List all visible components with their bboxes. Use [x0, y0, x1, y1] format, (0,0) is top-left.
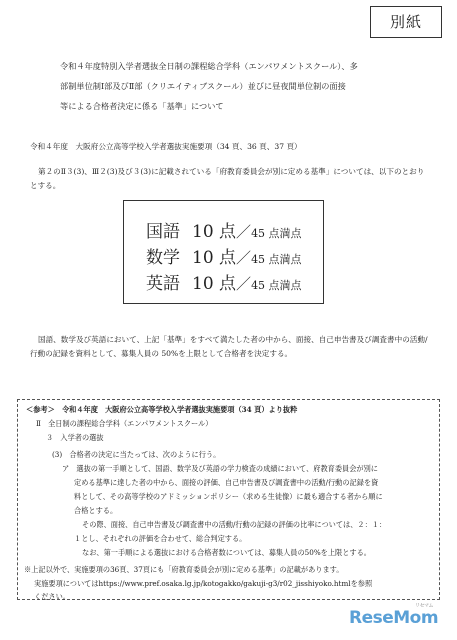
full-marks: 45 点満点	[251, 253, 302, 266]
full-marks: 45 点満点	[251, 227, 302, 240]
subject-label: 数学	[146, 248, 180, 268]
required-points: 10 点	[192, 248, 237, 268]
note-line: ※上記以外で、実施要項の36頁、37頁にも「府教育委員会が別に定める基準」の記載があります。	[24, 565, 344, 574]
logo-text: ReseMom	[349, 608, 439, 628]
required-points: 10 点	[192, 222, 237, 242]
excerpt-line: なお、第一手順による選抜における合格者数については、募集人員の50%を上限とする。	[82, 548, 371, 557]
reference-heading: ＜参考＞ 令和４年度 大阪府公立高等学校入学者選抜実施要項（34 頁）より抜粋	[26, 405, 298, 414]
slash: ／	[236, 275, 252, 293]
excerpt-line: (3) 合格者の決定に当たっては、次のように行う。	[52, 450, 221, 459]
resemom-logo	[349, 603, 439, 628]
title-line: 令和４年度特別入学者選抜全日制の課程総合学科（エンパワメントスクール）、多	[60, 61, 358, 71]
required-points: 10 点	[192, 274, 237, 294]
excerpt-line: ア 選抜の第一手順として、国語、数学及び英語の学力検査の成績において、府教育委員会が別に	[62, 464, 378, 473]
criteria-box	[123, 200, 324, 304]
excerpt-line: 定める基準に達した者の中から、面接の評価、自己申告書及び調査書中の活動/行動の記録を資	[74, 478, 379, 487]
decision-paragraph: 国語、数学及び英語において、上記「基準」をすべて満たした者の中から、面接、自己申告書及び調査書中の活動/行動の記録を資料として、募集人員の 50%を上限として合格者を決定する。	[30, 335, 428, 358]
intro-paragraph: 第２のⅡ３(3)、Ⅲ２(3)及び３(3)に記載されている「府教育委員会が別に定める基準」については、以下のとおりとする。	[30, 167, 425, 190]
reference-line: 令和４年度 大阪府公立高等学校入学者選抜実施要項（34 頁、36 頁、37 頁）	[30, 142, 302, 151]
excerpt-line: 料として、その高等学校のアドミッションポリシー（求める生徒像）に最も適合する者から順に	[74, 492, 383, 501]
excerpt-line: 合格とする。	[74, 506, 118, 515]
attachment-badge: 別紙	[370, 6, 442, 38]
note-line: ください。	[34, 592, 70, 601]
subject-label: 国語	[146, 222, 180, 242]
logo-subtext: リセマム	[415, 603, 433, 609]
title-line: 等による合格者決定に係る「基準」について	[60, 101, 224, 111]
reference-excerpt-box	[17, 399, 440, 600]
excerpt-line: Ⅱ 全日制の課程総合学科（エンパワメントスクール）	[36, 419, 213, 428]
slash: ／	[236, 249, 252, 267]
document-title	[60, 56, 410, 116]
full-marks: 45 点満点	[251, 279, 302, 292]
excerpt-line: その際、面接、自己申告書及び調査書中の活動/行動の記録の評価の比率については、２：１：	[82, 520, 387, 529]
subject-label: 英語	[146, 274, 180, 294]
criteria-row	[146, 217, 302, 242]
excerpt-line: ３ 入学者の選抜	[46, 433, 104, 442]
slash: ／	[236, 223, 252, 241]
criteria-row	[146, 269, 302, 294]
title-line: 部制単位制Ⅰ部及びⅡ部（クリエイティブスクール）並びに昼夜間単位制の面接	[60, 81, 346, 91]
criteria-row	[146, 243, 302, 268]
note-url-line: 実施要項についてはhttps://www.pref.osaka.lg.jp/kotogakko/gakuji-g3/r02_jisshiyoko.htmlを参照	[34, 579, 373, 588]
excerpt-line: １とし、それぞれの評価を合わせて、総合判定する。	[74, 534, 247, 543]
